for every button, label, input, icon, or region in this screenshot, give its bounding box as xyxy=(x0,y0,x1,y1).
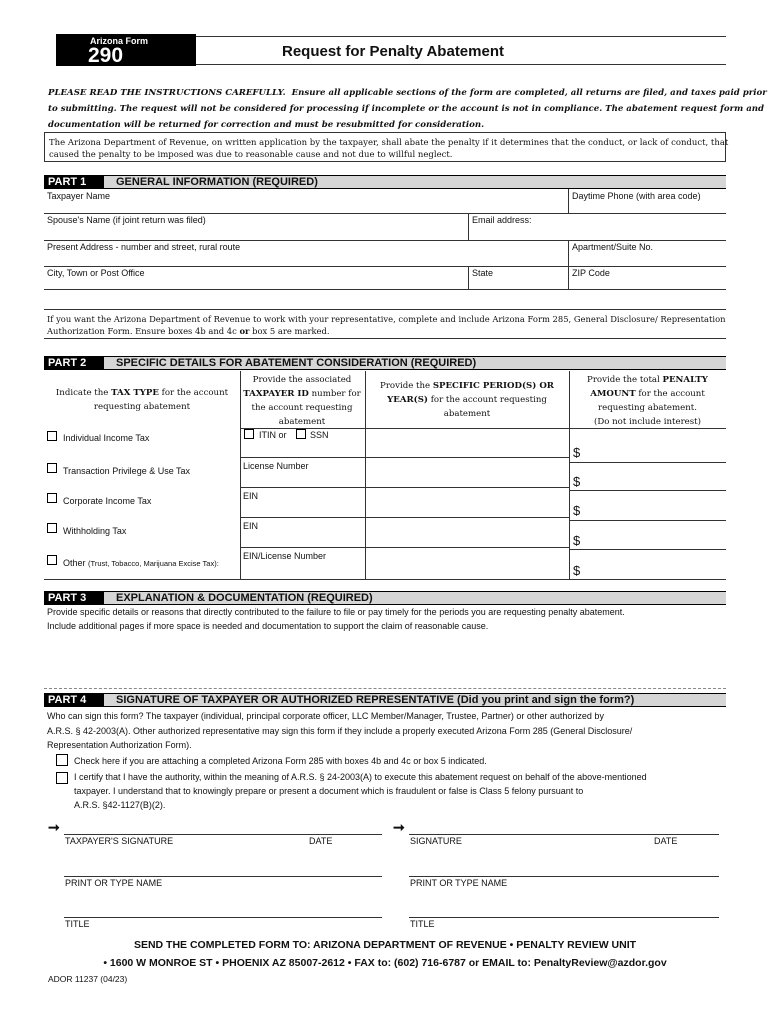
arrow-right-icon: ➞ xyxy=(393,819,405,835)
divider xyxy=(240,487,569,488)
footer-address: • 1600 W MONROE ST • PHOENIX AZ 85007-2612 • FAX to: (602) 716-6787 or EMAIL to: PenaltyReview@azdor.gov xyxy=(103,957,667,969)
part3-title: EXPLANATION & DOCUMENTATION (REQUIRED) xyxy=(116,592,373,604)
withholding-tax-checkbox[interactable] xyxy=(47,523,57,533)
representative-signature-line[interactable] xyxy=(409,834,719,835)
representative-note xyxy=(44,309,726,339)
header-rule-bottom xyxy=(196,64,726,65)
certify-authority-line1: I certify that I have the authority, within the meaning of A.R.S. § 24-2003(A) to execute this abatement request on behalf of the above-mentioned xyxy=(74,772,647,782)
transaction-privilege-tax-checkbox[interactable] xyxy=(47,463,57,473)
instructions-line3: documentation will be returned for correction and must be resubmitted for consideration. xyxy=(48,120,485,130)
col-taxpayer-id-header-text: the account requesting xyxy=(251,403,353,413)
zip-field[interactable]: ZIP Code xyxy=(572,268,610,278)
ein-label: EIN xyxy=(243,491,259,501)
form-number: 290 xyxy=(88,44,124,67)
divider xyxy=(44,289,726,290)
state-field[interactable]: State xyxy=(472,268,494,278)
representative-note-line2a: Authorization Form. Ensure boxes 4b and 4c xyxy=(47,326,240,336)
representative-note-line2b: box 5 are marked. xyxy=(249,326,330,336)
part1-tag: PART 1 xyxy=(44,175,104,189)
col-tax-type-header-text: requesting abatement xyxy=(93,402,191,412)
representative-title-line[interactable] xyxy=(409,917,719,918)
present-address-field[interactable]: Present Address - number and street, rural route xyxy=(47,242,241,252)
divider xyxy=(568,240,569,267)
col-tax-type-header-text: Indicate the xyxy=(55,388,112,398)
part3-instructions-line1: Provide specific details or reasons that directly contributed to the failure to file or pay timely for the periods you are requesting penalty abatement. xyxy=(47,607,625,617)
part4-header xyxy=(44,693,726,707)
representative-date-label: DATE xyxy=(654,836,678,846)
withholding-tax-label: Withholding Tax xyxy=(63,526,127,536)
individual-income-tax-checkbox[interactable] xyxy=(47,431,57,441)
certify-authority-line3: A.R.S. §42-1127(B)(2). xyxy=(74,800,166,810)
divider xyxy=(44,688,726,689)
form-number-badge xyxy=(56,34,196,66)
penalty-amount-dollar[interactable]: $ xyxy=(573,533,581,548)
part1-title: GENERAL INFORMATION (REQUIRED) xyxy=(116,176,318,188)
col-period-header-text: abatement xyxy=(443,409,491,419)
spouse-name-field[interactable]: Spouse's Name (if joint return was filed) xyxy=(47,215,206,225)
instructions-line2: to submitting. The request will not be considered for processing if incomplete or the account is not in compliance. The abatement request form and xyxy=(48,104,765,114)
representative-note-or: or xyxy=(239,326,250,336)
part2-header xyxy=(44,356,726,370)
divider xyxy=(568,189,569,214)
col-penalty-amount-header-bold: AMOUNT xyxy=(590,389,636,399)
instructions-line1: Ensure all applicable sections of the form are completed, all returns are filed, and taxes paid prior xyxy=(291,88,767,98)
penalty-amount-dollar[interactable]: $ xyxy=(573,474,581,489)
certify-authority-checkbox[interactable] xyxy=(56,772,68,784)
daytime-phone-field[interactable]: Daytime Phone (with area code) xyxy=(572,191,701,201)
explanation-area[interactable] xyxy=(44,634,726,686)
taxpayer-signature-label: TAXPAYER'S SIGNATURE xyxy=(65,836,174,846)
col-taxpayer-id-header xyxy=(240,373,364,429)
part3-tag: PART 3 xyxy=(44,591,104,605)
part2-tag: PART 2 xyxy=(44,356,104,370)
ssn-checkbox[interactable] xyxy=(296,429,306,439)
notice-box xyxy=(44,132,729,162)
col-period-header-bold: SPECIFIC PERIOD(S) OR xyxy=(432,381,554,391)
col-taxpayer-id-header-text: Provide the associated xyxy=(252,375,352,385)
col-penalty-amount-header-text: for the account xyxy=(635,389,705,399)
representative-signature-label: SIGNATURE xyxy=(410,836,462,846)
representative-print-name-label: PRINT OR TYPE NAME xyxy=(410,878,508,888)
divider xyxy=(44,579,726,580)
representative-note-line1: If you want the Arizona Department of Revenue to work with your representative, complete and include Arizona Form 285, General Disclosure/ Representation xyxy=(47,314,726,324)
divider xyxy=(468,266,469,290)
col-tax-type-header-bold: TAX TYPE xyxy=(111,388,159,398)
col-tax-type-header xyxy=(44,386,240,414)
divider xyxy=(44,240,726,241)
divider xyxy=(569,520,726,521)
part1-header xyxy=(44,175,726,189)
notice-line1: The Arizona Department of Revenue, on written application by the taxpayer, shall abate the penalty if it determines that the conduct, or lack of conduct, that xyxy=(49,138,729,148)
who-can-sign-line1: Who can sign this form? The taxpayer (individual, principal corporate officer, LLC Member/Manager, Trustee, Partner) or other authorized by xyxy=(47,711,604,721)
divider xyxy=(568,266,569,290)
divider xyxy=(44,266,726,267)
certify-authority-line2: taxpayer. I understand that to knowingly prepare or present a document which is fraudulent or false is Class 5 felony pursuant to xyxy=(74,786,584,796)
col-taxpayer-id-header-bold: TAXPAYER ID xyxy=(243,389,309,399)
taxpayer-print-name-line[interactable] xyxy=(64,876,382,877)
divider xyxy=(240,517,569,518)
col-taxpayer-id-header-text: number for xyxy=(308,389,361,399)
who-can-sign-line2: A.R.S. § 42-2003(A). Other authorized representative may sign this form if they include a properly executed Arizona Form 285 (General Disclosure/ xyxy=(47,726,633,736)
taxpayer-title-label: TITLE xyxy=(65,919,90,929)
license-number-label: License Number xyxy=(243,461,309,471)
col-penalty-amount-header-text: Provide the total xyxy=(587,375,663,385)
form-label: Arizona Form xyxy=(90,36,149,46)
divider xyxy=(569,490,726,491)
col-penalty-amount-header-text: requesting abatement. xyxy=(598,403,697,413)
divider xyxy=(240,457,569,458)
other-tax-label-text: Other xyxy=(63,558,86,568)
other-tax-checkbox[interactable] xyxy=(47,555,57,565)
footer-send-to: SEND THE COMPLETED FORM TO: ARIZONA DEPARTMENT OF REVENUE • PENALTY REVIEW UNIT xyxy=(133,939,637,951)
penalty-amount-dollar[interactable]: $ xyxy=(573,445,581,460)
itin-label: ITIN or xyxy=(259,430,287,440)
transaction-privilege-tax-label: Transaction Privilege & Use Tax xyxy=(63,466,191,476)
col-period-header-bold: YEAR(S) xyxy=(387,395,428,405)
col-period-header-text: for the account requesting xyxy=(427,395,547,405)
col-period-header xyxy=(365,379,569,421)
ein-license-number-label: EIN/License Number xyxy=(243,551,327,561)
corporate-income-tax-checkbox[interactable] xyxy=(47,493,57,503)
taxpayer-name-field[interactable]: Taxpayer Name xyxy=(47,191,111,201)
col-tax-type-header-text: for the account xyxy=(158,388,229,398)
header-rule-top xyxy=(196,36,726,37)
divider xyxy=(44,213,726,214)
individual-income-tax-label: Individual Income Tax xyxy=(63,433,150,443)
taxpayer-title-line[interactable] xyxy=(64,917,382,918)
email-field[interactable]: Email address: xyxy=(472,215,532,225)
col-period-header-text: Provide the xyxy=(380,381,433,391)
notice-line2: caused the penalty to be imposed was due to reasonable cause and not due to willful neglect. xyxy=(49,150,453,160)
divider xyxy=(240,547,569,548)
representative-print-name-line[interactable] xyxy=(409,876,719,877)
instructions-lead: PLEASE READ THE INSTRUCTIONS CAREFULLY. xyxy=(48,88,286,98)
col-penalty-amount-header-text: (Do not include interest) xyxy=(594,417,701,427)
corporate-income-tax-label: Corporate Income Tax xyxy=(63,496,152,506)
col-taxpayer-id-header-text: abatement xyxy=(278,417,326,427)
part3-header xyxy=(44,591,726,605)
col-penalty-amount-header-bold: PENALTY xyxy=(662,375,708,385)
form-285-attached-label: Check here if you are attaching a completed Arizona Form 285 with boxes 4b and 4c or box 5 indicated. xyxy=(74,756,487,766)
page-title: Request for Penalty Abatement xyxy=(282,43,504,60)
penalty-amount-dollar[interactable]: $ xyxy=(573,563,581,578)
col-penalty-amount-header xyxy=(569,373,726,429)
form-285-attached-checkbox[interactable] xyxy=(56,754,68,766)
divider xyxy=(569,462,726,463)
arrow-right-icon: ➞ xyxy=(48,819,60,835)
representative-title-label: TITLE xyxy=(410,919,435,929)
other-tax-label-note: (Trust, Tobacco, Marijuana Excise Tax): xyxy=(88,559,219,568)
divider xyxy=(569,549,726,550)
ein-label: EIN xyxy=(243,521,259,531)
instructions xyxy=(48,85,767,133)
part4-tag: PART 4 xyxy=(44,693,104,707)
other-tax-label xyxy=(63,558,219,569)
form-code: ADOR 11237 (04/23) xyxy=(48,974,128,984)
divider xyxy=(569,428,726,429)
ssn-label: SSN xyxy=(310,430,329,440)
penalty-amount-dollar[interactable]: $ xyxy=(573,503,581,518)
taxpayer-signature-line[interactable] xyxy=(64,834,382,835)
taxpayer-print-name-label: PRINT OR TYPE NAME xyxy=(65,878,163,888)
taxpayer-date-label: DATE xyxy=(309,836,333,846)
part2-title: SPECIFIC DETAILS FOR ABATEMENT CONSIDERATION (REQUIRED) xyxy=(116,357,477,369)
itin-checkbox[interactable] xyxy=(244,429,254,439)
part3-instructions-line2: Include additional pages if more space is needed and documentation to support the claim of reasonable cause. xyxy=(47,621,489,631)
divider xyxy=(468,213,469,240)
divider xyxy=(240,428,569,429)
city-field[interactable]: City, Town or Post Office xyxy=(47,268,145,278)
apartment-field[interactable]: Apartment/Suite No. xyxy=(572,242,654,252)
part4-title: SIGNATURE OF TAXPAYER OR AUTHORIZED REPRESENTATIVE (Did you print and sign the form?) xyxy=(116,694,635,706)
who-can-sign-line3: Representation Authorization Form). xyxy=(47,740,192,750)
